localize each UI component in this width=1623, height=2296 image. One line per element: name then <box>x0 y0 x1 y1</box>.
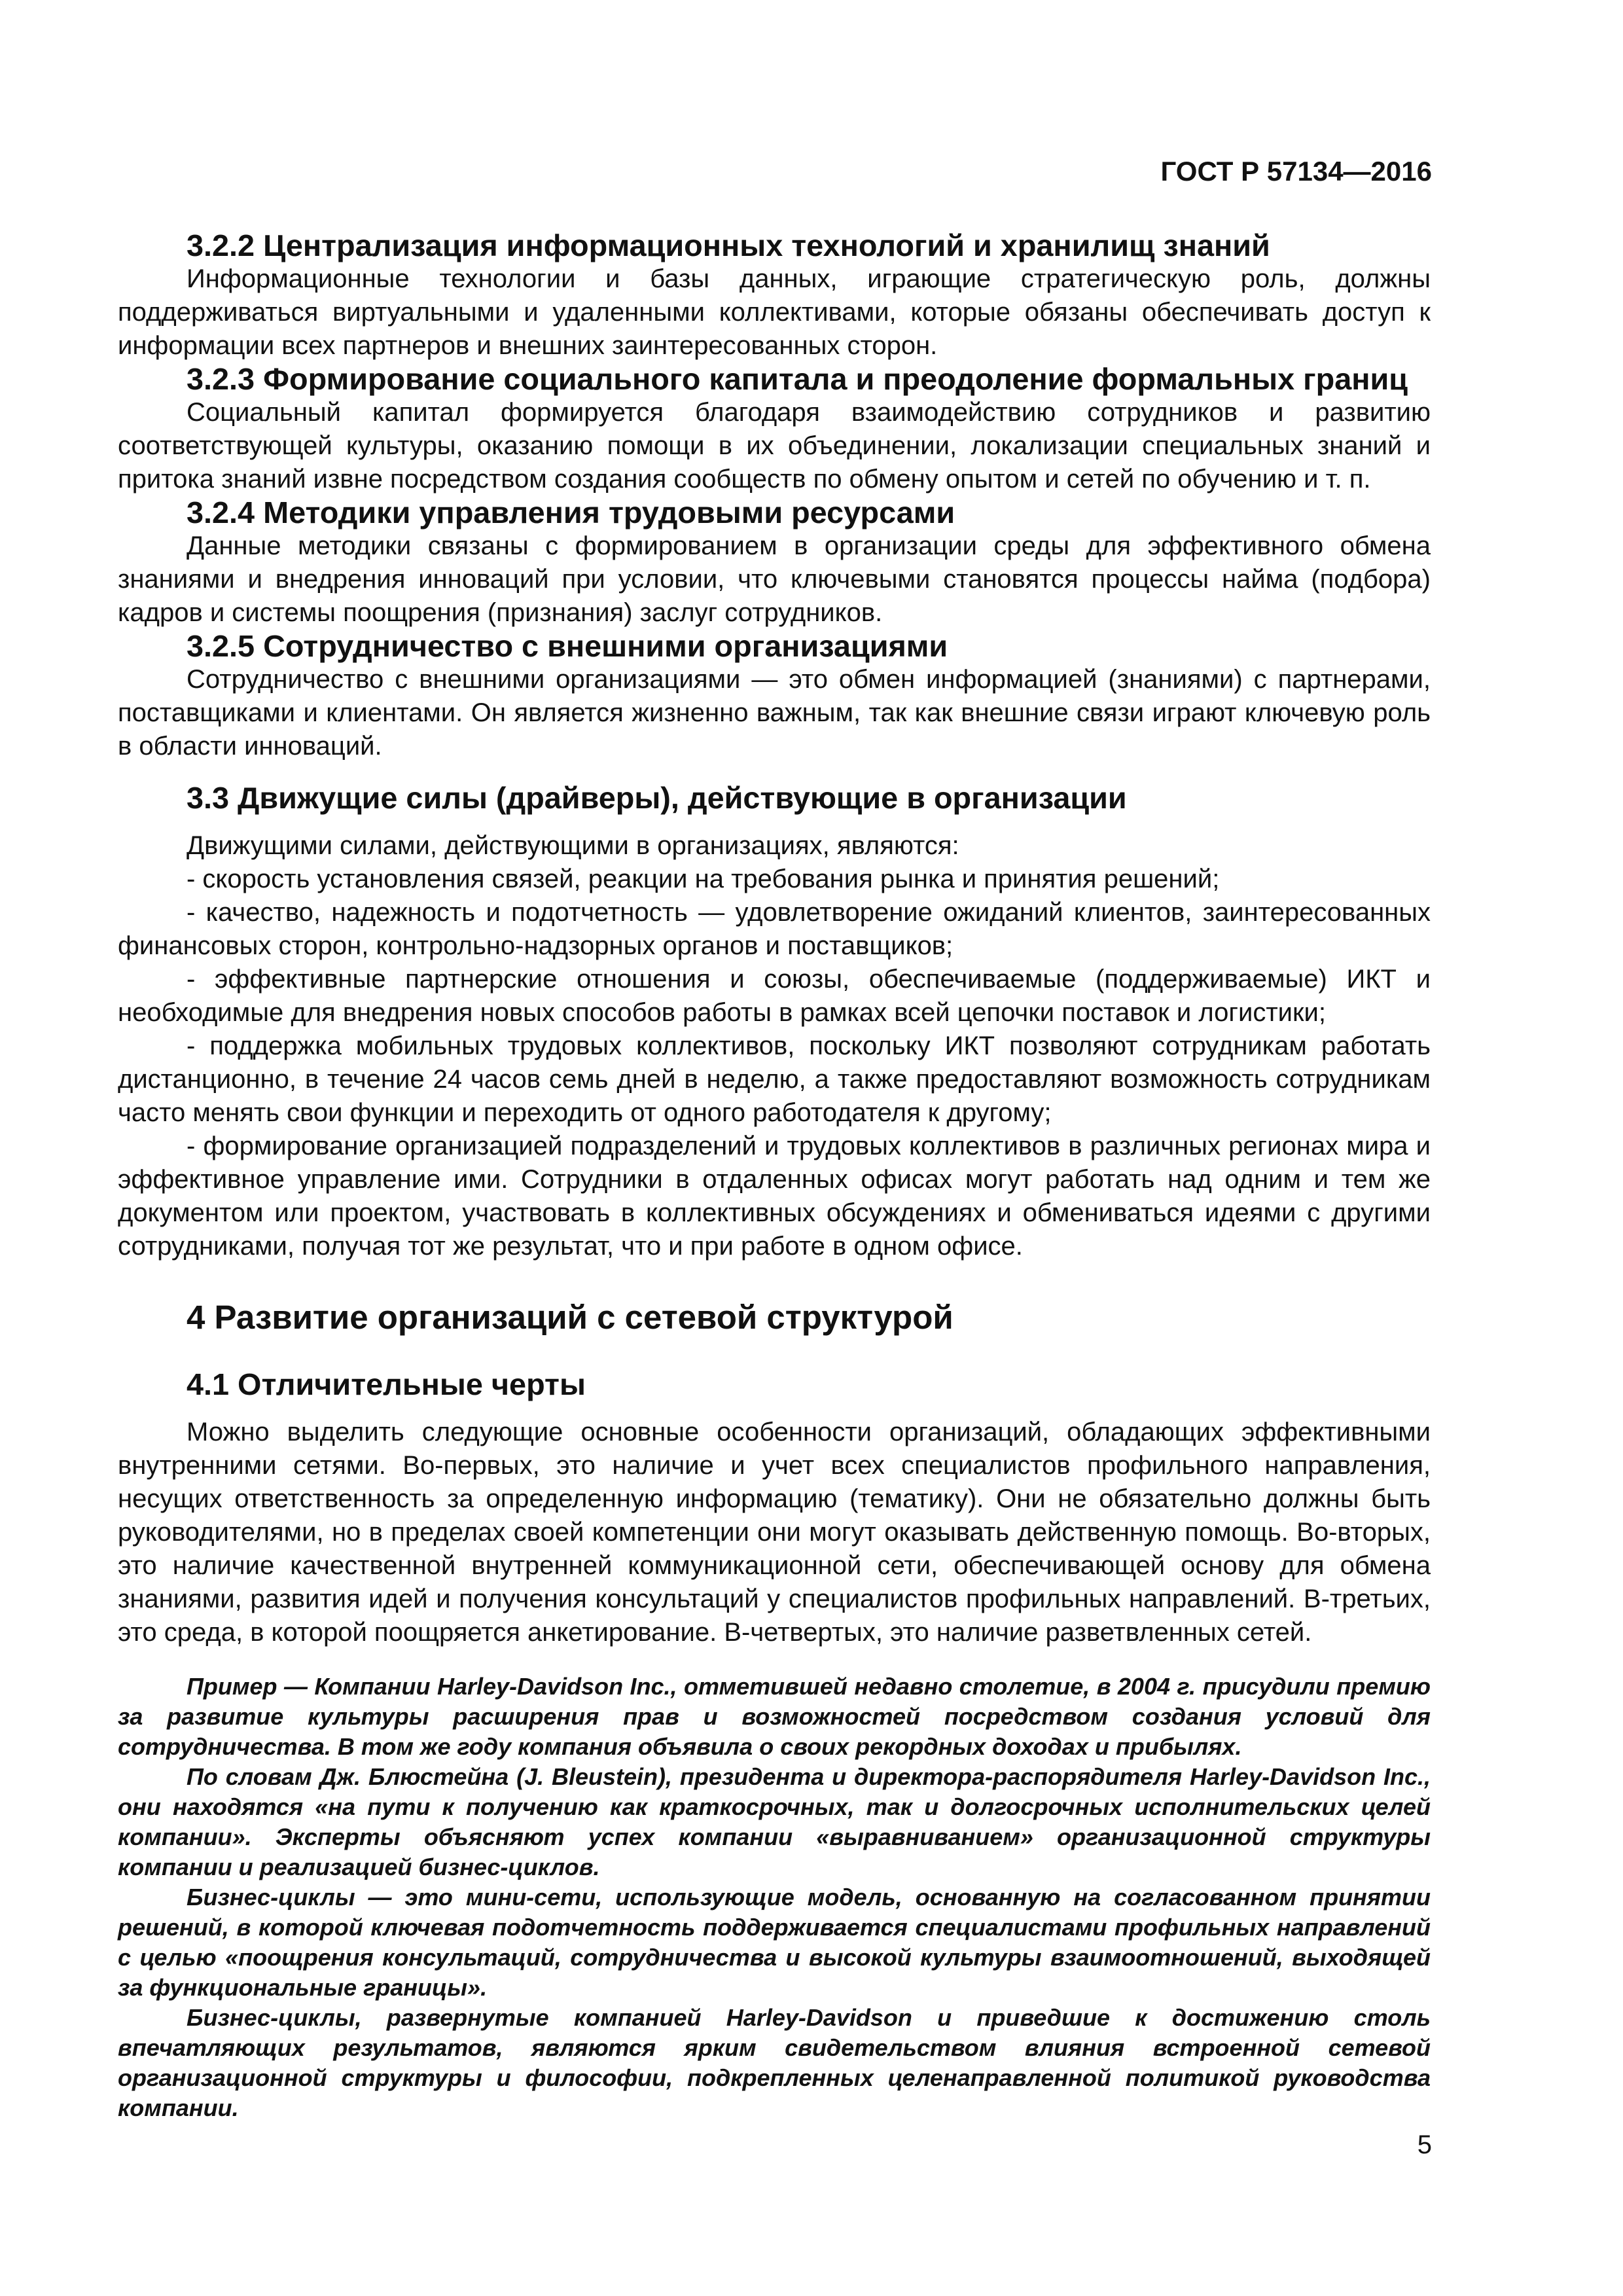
list-item: - формирование организацией подразделений и трудовых коллективов в различных регионах мира и эффективное управление ими. Сотрудники в отдаленных офисах могут работать над одним и тем же документом или проектом, участвовать в коллективных обсуждениях и обмениваться идеями с другими сотрудниками, получая тот же результат, что и при работе в одном офисе. <box>118 1132 1431 1261</box>
example-paragraph: Бизнес-циклы — это мини-сети, использующие модель, основанную на согласованном принятии решений, в которой ключевая подотчетность поддерживается специалистами профильных направлений с целью «поощрения консультаций, сотрудничества и высокой культуры взаимоотношений, выходящей за функциональные границы». <box>118 1884 1431 2001</box>
list-item: - поддержка мобильных трудовых коллективов, поскольку ИКТ позволяют сотрудникам работать дистанционно, в течение 24 часов семь дней в неделю, а также предоставляют возможность сотрудникам часто менять свои функции и переходить от одного работодателя к другому; <box>118 1031 1431 1127</box>
heading-3-2-3: 3.2.3 Формирование социального капитала и преодоление формальных границ <box>187 362 1408 396</box>
heading-3-2-4: 3.2.4 Методики управления трудовыми ресурсами <box>187 495 955 529</box>
heading-4: 4 Развитие организаций с сетевой структурой <box>187 1299 954 1336</box>
list-item: - эффективные партнерские отношения и союзы, обеспечиваемые (поддерживаемые) ИКТ и необходимые для внедрения новых способов работы в рамках всей цепочки поставок и логистики; <box>118 965 1431 1027</box>
example-paragraph: По словам Дж. Блюстейна (J. Bleustein), президента и директора-распорядителя Harley-Davidson Inc., они находятся «на пути к получению как краткосрочных, так и долгосрочных исполнительских целей компании». Эксперты объясняют успех компании «выравниванием» организационной структуры компании и реализацией бизнес-циклов. <box>118 1763 1431 1880</box>
example-paragraph: Пример — Компании Harley-Davidson Inc., отметившей недавно столетие, в 2004 г. присудили премию за развитие культуры расширения прав и возможностей посредством создания условий для сотрудничества. В том же году компания объявила о своих рекордных доходах и прибылях. <box>118 1673 1431 1760</box>
paragraph-3-2-3: Социальный капитал формируется благодаря взаимодействию сотрудников и развитию соответствующей культуры, оказанию помощи в их объединении, локализации специальных знаний и притока знаний извне посредством создания сообществ по обмену опытом и сетей по обучению и т. п. <box>118 398 1431 493</box>
paragraph-3-2-4: Данные методики связаны с формированием в организации среды для эффективного обмена знаниями и внедрения инноваций при условии, что ключевыми становятся процессы найма (подбора) кадров и системы поощрения (признания) заслуг сотрудников. <box>118 531 1431 627</box>
heading-4-1: 4.1 Отличительные черты <box>187 1367 586 1401</box>
paragraph-4-1: Можно выделить следующие основные особенности организаций, обладающих эффективными внутренними сетями. Во-первых, это наличие и учет всех специалистов профильного направления, несущих ответственность за определенную информацию (тематику). Они не обязательно должны быть руководителями, но в пределах своей компетенции они могут оказывать действенную помощь. Во-вторых, это наличие качественной внутренней коммуникационной сети, обеспечивающей основу для обмена знаниями, развития идей и получения консультаций у специалистов профильных направлений. В-третьих, это среда, в которой поощряется анкетирование. В-четвертых, это наличие разветвленных сетей. <box>118 1418 1431 1647</box>
heading-3-2-5: 3.2.5 Сотрудничество с внешними организациями <box>187 629 948 663</box>
example-block <box>118 1672 1431 2123</box>
list-item: - скорость установления связей, реакции на требования рынка и принятия решений; <box>187 865 1220 893</box>
list-item: - качество, надежность и подотчетность — удовлетворение ожиданий клиентов, заинтересованных финансовых сторон, контрольно-надзорных органов и поставщиков; <box>118 898 1431 960</box>
page-content <box>118 229 1431 2123</box>
paragraph-3-2-5: Сотрудничество с внешними организациями — это обмен информацией (знаниями) с партнерами, поставщиками и клиентами. Он является жизненно важным, так как внешние связи играют ключевую роль в области инноваций. <box>118 665 1431 761</box>
document-id: ГОСТ Р 57134—2016 <box>1160 156 1432 187</box>
heading-3-3: 3.3 Движущие силы (драйверы), действующие в организации <box>187 781 1127 815</box>
heading-3-2-2: 3.2.2 Централизация информационных технологий и хранилищ знаний <box>187 228 1270 262</box>
paragraph-3-2-2: Информационные технологии и базы данных, играющие стратегическую роль, должны поддерживаться виртуальными и удаленными коллективами, которые обязаны обеспечивать доступ к информации всех партнеров и внешних заинтересованных сторон. <box>118 264 1431 360</box>
page-number: 5 <box>1417 2130 1432 2159</box>
drivers-intro: Движущими силами, действующими в организациях, являются: <box>187 831 959 860</box>
example-paragraph: Бизнес-циклы, развернутые компанией Harley-Davidson и приведшие к достижению столь впечатляющих результатов, являются ярким свидетельством влияния встроенной сетевой организационной структуры и философии, подкрепленных целенаправленной политикой руководства компании. <box>118 2004 1431 2121</box>
